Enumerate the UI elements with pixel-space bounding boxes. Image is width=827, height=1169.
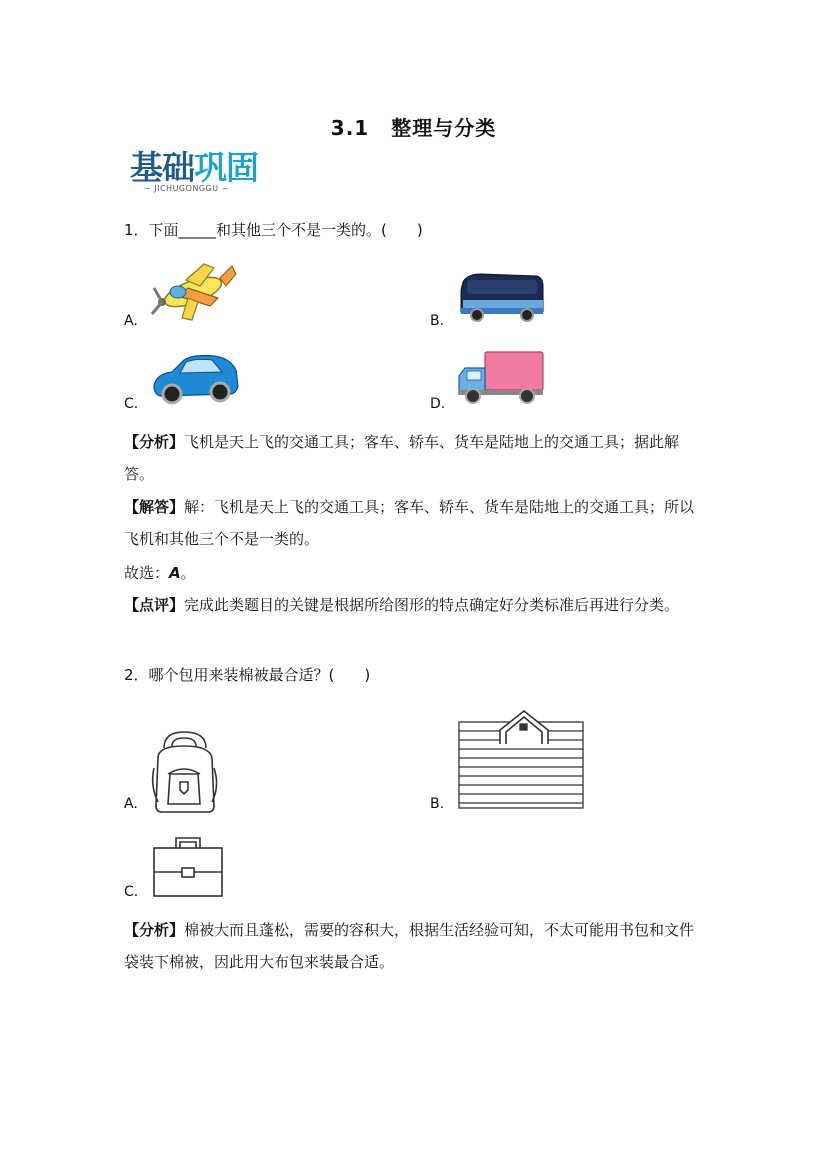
q1-solution-text: 解：飞机是天上飞的交通工具；客车、轿车、货车是陆地上的交通工具；所以飞机和其他三个不是一类的。 (124, 498, 695, 548)
q1-option-a-label: A. (124, 313, 138, 329)
badge-text-2: 巩固 (194, 148, 258, 187)
q1-choice-value: A (169, 564, 181, 582)
q1-analysis-text: 飞机是天上飞的交通工具；客车、轿车、货车是陆地上的交通工具；据此解答。 (124, 433, 680, 483)
bus-icon (457, 272, 545, 324)
q1-option-b-label: B. (430, 313, 445, 329)
page-title (0, 112, 827, 141)
backpack-icon (150, 728, 220, 816)
q1-choice (124, 557, 709, 589)
airplane-icon (148, 258, 240, 324)
section-badge (130, 150, 276, 198)
q1-solution-tag: 【解答】 (124, 498, 185, 516)
q2-analysis-text: 棉被大而且蓬松，需要的容积大，根据生活经验可知，不太可能用书包和文件袋装下棉被，因此用大布包来装最合适。 (124, 921, 695, 971)
q1-comment-text: 完成此类题目的关键是根据所给图形的特点确定好分类标准后再进行分类。 (184, 596, 680, 614)
q1-choice-prefix: 故选： (124, 564, 170, 582)
badge-subtitle: ~ JICHUGONGGU ~ (144, 184, 229, 193)
q1-choice-suffix: 。 (180, 564, 196, 582)
q2-option-c-label: C. (124, 884, 139, 900)
q1-comment (124, 589, 709, 621)
badge-text-1: 基础 (130, 148, 194, 187)
q1-analysis-tag: 【分析】 (124, 433, 185, 451)
car-icon (150, 352, 240, 408)
q1-stem: 1．下面_____和其他三个不是一类的。( ) (124, 221, 423, 239)
section-title: 整理与分类 (391, 116, 497, 140)
q1-comment-tag: 【点评】 (124, 596, 185, 614)
q2-option-b-label: B. (430, 796, 445, 812)
q1-option-d-label: D. (430, 396, 446, 412)
q2-analysis-tag: 【分析】 (124, 921, 185, 939)
briefcase-icon (152, 836, 224, 898)
cloth-bag-icon (458, 710, 584, 810)
truck-icon (455, 350, 545, 408)
q2-stem: 2．哪个包用来装棉被最合适？( ) (124, 666, 371, 684)
q2-analysis (124, 914, 709, 978)
q1-option-c-label: C. (124, 396, 139, 412)
q2-option-a-label: A. (124, 796, 138, 812)
q1-solution (124, 491, 709, 555)
q1-analysis (124, 426, 709, 490)
section-number: 3.1 (330, 116, 370, 140)
